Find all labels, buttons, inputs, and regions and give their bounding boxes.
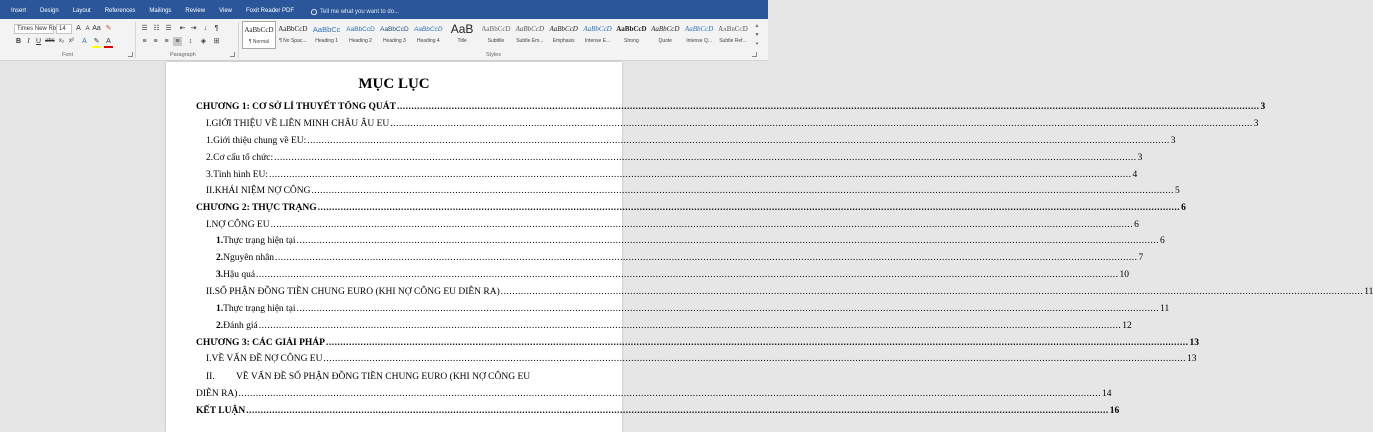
style-heading-3[interactable] — [377, 21, 411, 49]
strikethrough-button[interactable]: abc — [45, 38, 55, 44]
style-subtle-reference[interactable] — [716, 21, 750, 49]
align-center-icon[interactable]: ≡ — [153, 38, 158, 45]
toc-leader: ............................................................................................................................................................................................................................................................................................................ — [500, 287, 1364, 297]
paragraph-dialog-launcher-icon[interactable] — [230, 52, 235, 57]
style-sample: AaBbCcD — [549, 25, 578, 33]
toc-leader: ............................................................................................................................................................................................................................................................................................................ — [246, 406, 1109, 416]
tell-me-text: Tell me what you want to do... — [320, 8, 400, 15]
toc-leader: ............................................................................................................................................................................................................................................................................................................ — [307, 136, 1170, 146]
style-quote[interactable] — [648, 21, 682, 49]
style-name: ¶ Normal — [248, 39, 270, 45]
sort-icon[interactable]: ↓ — [203, 25, 208, 32]
style-sample: AaBbCcD — [651, 25, 680, 33]
toc-leader: ............................................................................................................................................................................................................................................................................................................ — [325, 338, 1189, 348]
lightbulb-icon — [311, 9, 317, 15]
styles-group-label: Styles — [486, 52, 501, 58]
more-styles-icon[interactable]: ▾ — [755, 41, 759, 47]
toc-entry[interactable] — [216, 253, 1144, 263]
toc-text: NỢ CÔNG EU — [211, 220, 270, 230]
style-name: Title — [457, 38, 467, 44]
style-heading-2[interactable] — [344, 21, 378, 49]
style-name: Subtle Em... — [516, 38, 544, 44]
toc-entry-conclusion[interactable] — [196, 406, 1120, 416]
toc-leader: ............................................................................................................................................................................................................................................................................................................ — [296, 304, 1160, 314]
toc-page-number: 3 — [1260, 102, 1266, 112]
toc-page-number: 6 — [1134, 220, 1139, 230]
style-name: Emphasis — [552, 38, 575, 44]
toc-leader: ............................................................................................................................................................................................................................................................................................................ — [270, 220, 1134, 230]
change-case-button[interactable]: Aa — [92, 25, 101, 32]
toc-entry[interactable] — [206, 354, 1197, 364]
toc-page-number: 3 — [1170, 136, 1176, 146]
style-name: Intense Q... — [686, 38, 713, 44]
toc-text: Đánh giá — [223, 321, 258, 331]
toc-leader: ............................................................................................................................................................................................................................................................................................................ — [390, 119, 1253, 129]
toc-text: Nguyên nhân — [223, 253, 275, 263]
style-sample: AaBbCcD — [346, 26, 375, 33]
toc-entry[interactable] — [206, 372, 568, 382]
style-name: Heading 3 — [382, 38, 406, 44]
tab-insert[interactable]: Insert — [11, 8, 27, 14]
toc-page-number: 16 — [1109, 406, 1120, 416]
style-sample: AaBbCcD — [515, 25, 545, 33]
style-name: Quote — [658, 38, 673, 44]
toc-text: CHƯƠNG 1: CƠ SỞ LÍ THUYẾT TỔNG QUÁT — [196, 102, 396, 112]
toc-entry-chapter-3[interactable] — [196, 338, 1199, 348]
show-formatting-icon[interactable]: ¶ — [214, 25, 219, 32]
shrink-font-button[interactable]: A — [85, 26, 90, 32]
style-sample: AaBbCcD — [583, 25, 612, 33]
toc-number: 1. — [206, 136, 214, 146]
document-page[interactable] — [166, 62, 1373, 432]
font-color-icon[interactable]: A — [104, 37, 113, 48]
style-name: Heading 1 — [315, 38, 339, 44]
style-name: ¶ No Spac... — [279, 38, 307, 44]
toc-text: KHÁI NIỆM NỢ CÔNG — [214, 186, 311, 196]
font-name-box[interactable]: Times New Ro — [14, 24, 54, 34]
highlight-icon[interactable]: ✎ — [92, 37, 101, 48]
toc-number: 1. — [216, 236, 224, 246]
toc-page-number: 3 — [1253, 119, 1259, 129]
toc-entry-continuation[interactable] — [196, 389, 1112, 399]
justify-icon[interactable]: ≡ — [173, 37, 182, 46]
chevron-down-icon[interactable]: ▼ — [754, 32, 760, 38]
toc-entry[interactable] — [206, 287, 1373, 297]
toc-text: Hậu quả — [223, 270, 256, 280]
toc-number: 3. — [216, 270, 224, 280]
clear-formatting-button[interactable]: ✎ — [105, 25, 112, 32]
toc-entry-chapter-1[interactable] — [196, 102, 1266, 112]
toc-text: DIỄN RA) — [196, 389, 238, 399]
toc-number: 2. — [206, 153, 214, 163]
toc-page-number: 7 — [1138, 253, 1144, 263]
superscript-button[interactable]: x² — [69, 38, 74, 44]
style-subtle-emphasis[interactable] — [513, 21, 547, 49]
toc-page-number: 6 — [1160, 236, 1165, 246]
bold-button[interactable]: B — [15, 38, 22, 45]
toc-entry[interactable] — [216, 304, 1170, 314]
toc-entry[interactable] — [206, 119, 1259, 129]
style-name: Heading 4 — [416, 38, 440, 44]
style-sample: AaBbCcD — [244, 26, 274, 34]
style-name: Intense E... — [584, 38, 611, 44]
toc-entry[interactable] — [206, 136, 1176, 146]
subscript-button[interactable]: x₂ — [58, 38, 65, 44]
align-right-icon[interactable]: ≡ — [164, 38, 169, 45]
divider — [238, 22, 239, 58]
toc-leader: ............................................................................................................................................................................................................................................................................................................ — [323, 354, 1186, 364]
toc-entry[interactable] — [216, 270, 1130, 280]
tab-mailings[interactable]: Mailings — [149, 8, 172, 14]
toc-page-number: 5 — [1175, 186, 1180, 196]
tab-references[interactable]: References — [104, 8, 136, 14]
tab-layout[interactable]: Layout — [72, 8, 91, 14]
paragraph-group-label: Paragraph — [170, 52, 196, 58]
toc-text: VỀ VẤN ĐỀ SỐ PHẬN ĐỒNG TIỀN CHUNG EURO (KHI NỢ CÔNG EU — [236, 372, 531, 382]
multilevel-list-icon[interactable]: ☰ — [165, 25, 172, 32]
toc-text: CHƯƠNG 2: THỰC TRẠNG — [196, 203, 317, 213]
style-subtitle[interactable] — [479, 21, 513, 49]
toc-text: Cơ cấu tổ chức: — [213, 153, 274, 163]
numbering-icon[interactable]: ☷ — [153, 25, 160, 32]
style-normal[interactable] — [242, 21, 276, 49]
styles-dialog-launcher-icon[interactable] — [752, 52, 757, 57]
toc-leader: ............................................................................................................................................................................................................................................................................................................ — [274, 153, 1137, 163]
increase-indent-icon[interactable]: ⇥ — [190, 25, 197, 32]
styles-gallery — [242, 21, 750, 51]
toc-entry[interactable] — [216, 236, 1165, 246]
toc-entry[interactable] — [206, 170, 1138, 180]
toc-leader: ............................................................................................................................................................................................................................................................................................................ — [396, 102, 1260, 112]
toc-page-number: 3 — [1137, 153, 1143, 163]
style-name: Heading 2 — [349, 38, 372, 44]
line-spacing-icon[interactable]: ↕ — [188, 38, 193, 45]
toc-page-number: 10 — [1119, 270, 1130, 280]
underline-button[interactable]: U — [35, 38, 42, 45]
toc-page-number: 13 — [1189, 338, 1199, 348]
style-name: Strong — [624, 38, 639, 44]
tell-me-box[interactable] — [311, 9, 399, 15]
tab-review[interactable]: Review — [185, 8, 206, 14]
toc-leader: ............................................................................................................................................................................................................................................................................................................ — [311, 186, 1174, 196]
align-left-icon[interactable]: ≡ — [142, 38, 147, 45]
toc-number: 2. — [216, 253, 224, 263]
toc-entry[interactable] — [206, 220, 1139, 230]
toc-number: II. — [206, 287, 215, 297]
toc-text: GIỚI THIỆU VỀ LIÊN MINH CHÂU ÂU EU — [211, 119, 390, 129]
tab-view[interactable]: View — [219, 8, 233, 14]
toc-number: 3. — [206, 170, 214, 180]
divider — [135, 22, 136, 58]
toc-page-number: 12 — [1122, 321, 1132, 331]
toc-page-number: 14 — [1101, 389, 1112, 399]
bullets-icon[interactable]: ☰ — [141, 25, 148, 32]
toc-leader: ............................................................................................................................................................................................................................................................................................................ — [296, 236, 1160, 246]
style-no-spacing[interactable] — [276, 21, 310, 49]
page-title: MỤC LỤC — [358, 76, 430, 92]
toc-page-number: 6 — [1181, 203, 1186, 213]
style-intense-quote[interactable] — [682, 21, 716, 49]
toc-number: I. — [206, 354, 212, 364]
ribbon-tabs — [0, 4, 768, 19]
toc-leader: ............................................................................................................................................................................................................................................................................................................ — [238, 389, 1101, 399]
toc-leader: ............................................................................................................................................................................................................................................................................................................ — [317, 203, 1181, 213]
font-size-box[interactable]: 14 — [56, 24, 72, 34]
style-sample: AaBbCcD — [481, 25, 511, 33]
toc-page-number: 11 — [1160, 304, 1170, 314]
style-sample: AaBbCcD — [718, 25, 748, 33]
toc-number: 2. — [216, 321, 224, 331]
italic-button[interactable]: I — [27, 37, 30, 45]
toc-page-number: 11 — [1364, 287, 1373, 297]
toc-number: I. — [206, 119, 212, 129]
style-emphasis[interactable] — [547, 21, 581, 49]
chevron-up-icon[interactable]: ▲ — [754, 23, 760, 29]
style-intense-emphasis[interactable] — [581, 21, 615, 49]
toc-entry-chapter-2[interactable] — [196, 203, 1186, 213]
toc-text: VỀ VẤN ĐỀ NỢ CÔNG EU — [211, 354, 323, 364]
toc-leader: ............................................................................................................................................................................................................................................................................................................ — [258, 321, 1122, 331]
toc-page-number: 4 — [1132, 170, 1138, 180]
font-dialog-launcher-icon[interactable] — [128, 52, 133, 57]
style-sample: AaBbCc — [312, 25, 341, 34]
decrease-indent-icon[interactable]: ⇤ — [179, 25, 186, 32]
style-sample: AaBbCcD — [684, 25, 714, 33]
toc-text: KẾT LUẬN — [196, 406, 246, 416]
style-name: Subtle Ref... — [719, 38, 747, 44]
borders-icon[interactable]: ⊞ — [213, 38, 220, 45]
toc-leader: ............................................................................................................................................................................................................................................................................................................ — [275, 253, 1138, 263]
tab-foxit-reader-pdf[interactable]: Foxit Reader PDF — [246, 8, 295, 14]
font-group-label: Font — [62, 52, 74, 58]
tab-design[interactable]: Design — [40, 8, 59, 14]
styles-scroll[interactable] — [752, 22, 762, 50]
grow-font-button[interactable]: A — [76, 25, 81, 32]
style-name: Subtitle — [487, 38, 505, 44]
toc-entry[interactable] — [206, 186, 1180, 196]
style-sample: AaBbCcD — [278, 25, 308, 33]
style-heading-1[interactable] — [310, 21, 344, 49]
toc-number: II. — [206, 186, 215, 196]
toc-text: CHƯƠNG 3: CÁC GIẢI PHÁP — [196, 338, 325, 348]
toc-text: Giới thiệu chung về EU: — [213, 136, 307, 146]
toc-number: II. — [206, 372, 215, 382]
toc-leader: ............................................................................................................................................................................................................................................................................................................ — [256, 270, 1119, 280]
ribbon — [0, 19, 768, 61]
toc-entry[interactable] — [216, 321, 1132, 331]
toc-number: I. — [206, 220, 212, 230]
toc-text: Thực trạng hiện tại — [223, 304, 296, 314]
style-sample: AaBbCcD — [380, 26, 409, 33]
style-sample: AaBbCcD — [413, 26, 443, 33]
style-sample: AaBbCcD — [616, 25, 647, 33]
text-effects-icon[interactable]: A — [82, 38, 87, 45]
style-heading-4[interactable] — [411, 21, 445, 49]
shading-icon[interactable]: ◈ — [200, 38, 207, 45]
style-sample: AaB — [450, 22, 474, 36]
toc-text: Tình hình EU: — [213, 170, 269, 180]
toc-leader: ............................................................................................................................................................................................................................................................................................................ — [269, 170, 1132, 180]
toc-entry[interactable] — [206, 153, 1143, 163]
style-title[interactable] — [445, 21, 479, 49]
style-strong[interactable] — [614, 21, 648, 49]
toc-page-number: 13 — [1186, 354, 1197, 364]
toc-text: SỐ PHẬN ĐỒNG TIỀN CHUNG EURO (KHI NỢ CÔNG EU DIỄN RA) — [214, 287, 500, 297]
toc-number: 1. — [216, 304, 224, 314]
toc-text: Thực trạng hiện tại — [223, 236, 296, 246]
